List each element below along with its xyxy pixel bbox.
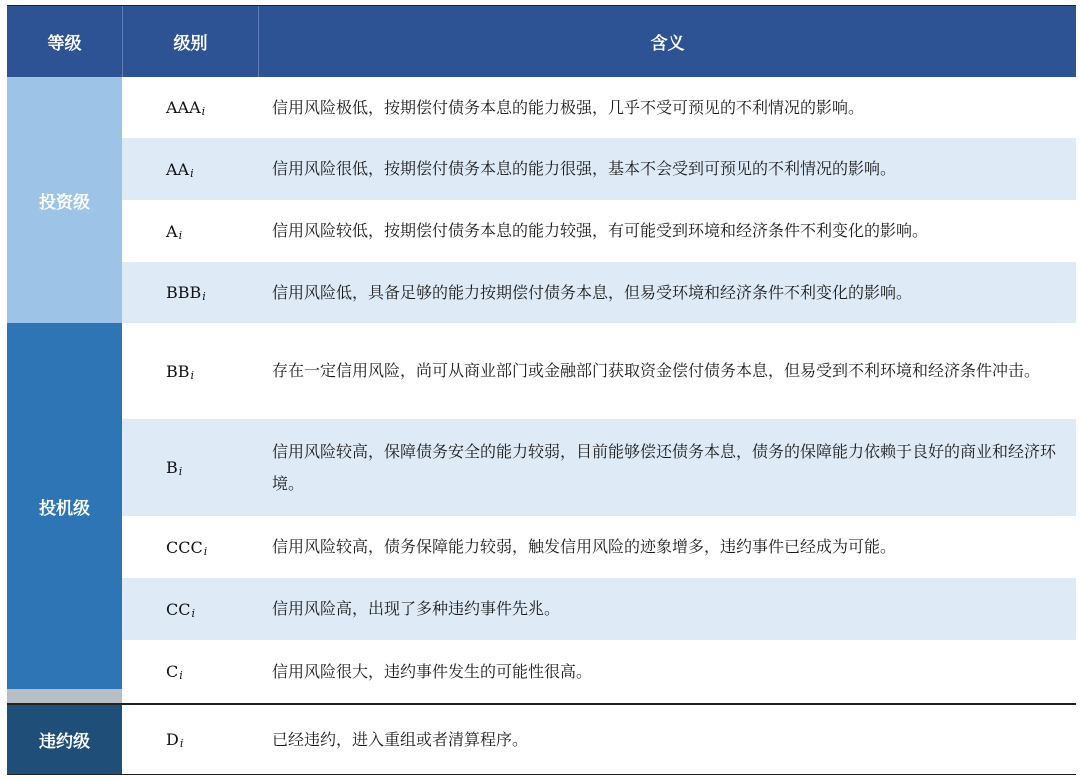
rating-code: A i [166,221,183,242]
group-speculative: 投机级 [7,323,122,689]
rating-meaning: 信用风险较高，保障债务安全的能力较弱，目前能够偿还债务本息，债务的保障能力依赖于良好的商业和经济环境。 [272,441,1057,493]
group-separator [7,689,122,703]
header-grade: 等级 [7,6,122,77]
rating-meaning: 信用风险极低，按期偿付债务本息的能力极强，几乎不受可预见的不利情况的影响。 [272,97,865,117]
table-row [122,323,1076,419]
rating-code: BBB i [166,283,206,303]
header-level: 级别 [122,6,258,77]
rating-meaning: 信用风险很大，违约事件发生的可能性很高。 [272,661,593,681]
rating-meaning: 信用风险低，具备足够的能力按期偿付债务本息，但易受环境和经济条件不利变化的影响。 [272,282,913,302]
bottom-rule [7,774,1076,775]
rating-code: BB i [166,361,195,382]
rating-code: B i [166,458,183,478]
table-row [122,138,1076,200]
table-row [122,77,1076,138]
rating-meaning: 信用风险较高，债务保障能力较弱，触发信用风险的迹象增多，违约事件已经成为可能。 [272,537,897,556]
table-row [122,516,1076,578]
rating-meaning: 信用风险高，出现了多种违约事件先兆。 [272,599,561,618]
header-meaning: 含义 [258,6,1076,77]
table-row [122,419,1076,516]
rating-meaning: 已经违约，进入重组或者清算程序。 [272,729,529,749]
group-default: 违约级 [7,705,122,774]
rating-code: C i [166,662,183,682]
table-row [122,705,1076,774]
table-row [122,640,1076,703]
rating-code: AAA i [166,98,206,118]
rating-code: CC i [166,599,196,620]
rating-meaning: 存在一定信用风险，尚可从商业部门或金融部门获取资金偿付债务本息，但易受到不利环境和经济条件冲击。 [272,361,1041,380]
rating-code: D i [166,730,184,750]
table-row [122,262,1076,323]
table-row [122,200,1076,262]
rating-code: AA i [166,159,194,180]
group-investment: 投资级 [7,77,122,323]
table-row [122,578,1076,640]
rating-meaning: 信用风险较低，按期偿付债务本息的能力较强，有可能受到环境和经济条件不利变化的影响。 [272,221,929,240]
rating-code: CCC i [166,537,208,558]
rating-meaning: 信用风险很低，按期偿付债务本息的能力很强，基本不会受到可预见的不利情况的影响。 [272,159,897,178]
